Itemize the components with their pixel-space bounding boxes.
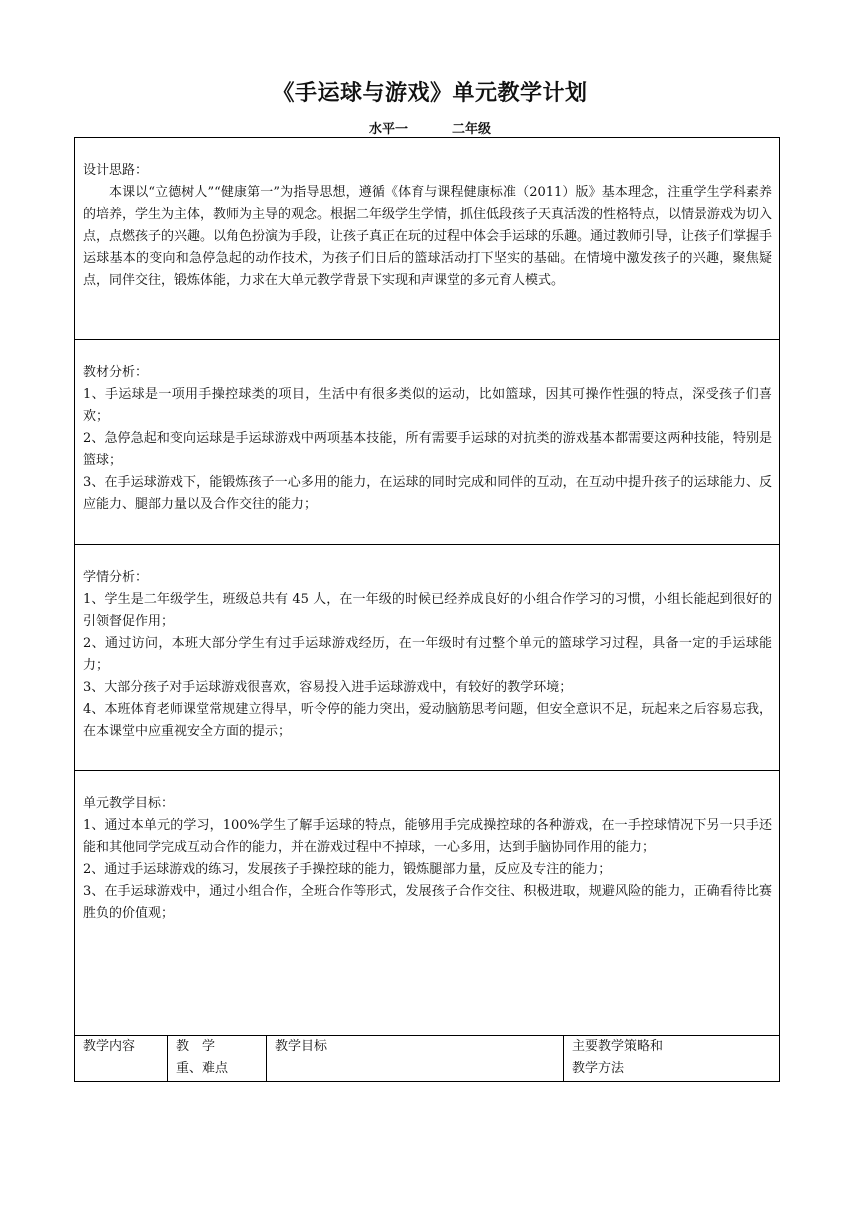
goals-item: 3、在手运球游戏中，通过小组合作，全班合作等形式，发展孩子合作交往、积极进取，规避风险的能力，正确看待比赛胜负的价值观；	[83, 884, 773, 921]
design-heading: 设计思路：	[83, 163, 149, 178]
goals-section	[75, 771, 780, 1036]
material-heading: 教材分析：	[83, 365, 149, 380]
material-item: 1、手运球是一项用手操控球类的项目，生活中有很多类似的运动，比如篮球，因其可操作性强的特点，深受孩子们喜欢；	[83, 387, 773, 424]
goals-heading: 单元教学目标：	[83, 796, 175, 811]
material-item: 3、在手运球游戏下，能锻炼孩子一心多用的能力，在运球的同时完成和同伴的互动，在互动中提升孩子的运球能力、反应能力、腿部力量以及合作交往的能力；	[83, 475, 773, 512]
level-label: 水平一	[368, 122, 408, 137]
goals-row	[75, 771, 780, 1036]
page-subtitle	[0, 118, 860, 137]
students-heading: 学情分析：	[83, 570, 149, 585]
goals-item: 2、通过手运球游戏的练习，发展孩子手操控球的能力，锻炼腿部力量，反应及专注的能力；	[83, 862, 612, 877]
header-strategy-line2: 教学方法	[572, 1061, 625, 1076]
header-strategy	[564, 1036, 780, 1082]
header-objective-label: 教学目标	[275, 1039, 328, 1054]
material-item: 2、急停急起和变向运球是手运球游戏中两项基本技能，所有需要手运球的对抗类的游戏基本都需要这两种技能，特别是篮球；	[83, 431, 773, 468]
page-title: 《手运球与游戏》单元教学计划	[272, 81, 588, 106]
header-content-label: 教学内容	[83, 1039, 136, 1054]
goals-item: 1、通过本单元的学习，100%学生了解手运球的特点，能够用手完成操控球的各种游戏，在一手控球情况下另一只手还能和其他同学完成互动合作的能力，并在游戏过程中不掉球，一心多用，达到手脑协同作用的能力；	[83, 818, 773, 855]
students-item: 2、通过访问，本班大部分学生有过手运球游戏经历，在一年级时有过整个单元的篮球学习过程，具备一定的手运球能力；	[83, 636, 773, 673]
header-key-points	[168, 1036, 267, 1082]
design-row	[75, 138, 780, 340]
students-row	[75, 545, 780, 771]
header-strategy-line1: 主要教学策略和	[572, 1039, 664, 1054]
header-objective	[267, 1036, 564, 1082]
material-row	[75, 340, 780, 545]
material-section	[75, 340, 780, 545]
grade-label: 二年级	[452, 122, 492, 137]
header-content	[75, 1036, 168, 1082]
header-key-line1: 教 学	[176, 1039, 216, 1054]
design-body: 本课以“立德树人”“健康第一”为指导思想，遵循《体育与课程健康标准（2011）版》基本理念，注重学生学科素养的培养，学生为主体，教师为主导的观念。根据二年级学生学情，抓住低段孩子天真活泼的性格特点，以情景游戏为切入点，点燃孩子的兴趣。以角色扮演为手段，让孩子真正在玩的过程中体会手运球的乐趣。通过教师引导，让孩子们掌握手运球基本的变向和急停急起的动作技术，为孩子们日后的篮球活动打下坚实的基础。在情境中激发孩子的兴趣，聚焦疑点，同伴交往，锻炼体能，力求在大单元教学背景下实现和声课堂的多元育人模式。	[83, 185, 773, 288]
students-item: 1、学生是二年级学生，班级总共有 45 人，在一年级的时候已经养成良好的小组合作学习的习惯，小组长能起到很好的引领督促作用；	[83, 592, 773, 629]
column-header-row	[75, 1036, 780, 1082]
plan-table	[74, 137, 780, 1082]
students-item: 3、大部分孩子对手运球游戏很喜欢，容易投入进手运球游戏中，有较好的教学环境；	[83, 680, 573, 695]
header-key-line2: 重、难点	[176, 1061, 229, 1076]
design-section	[75, 138, 780, 340]
students-section	[75, 545, 780, 771]
students-item: 4、本班体育老师课堂常规建立得早，听令停的能力突出，爱动脑筋思考问题，但安全意识不足，玩起来之后容易忘我，在本课堂中应重视安全方面的提示；	[83, 702, 773, 739]
